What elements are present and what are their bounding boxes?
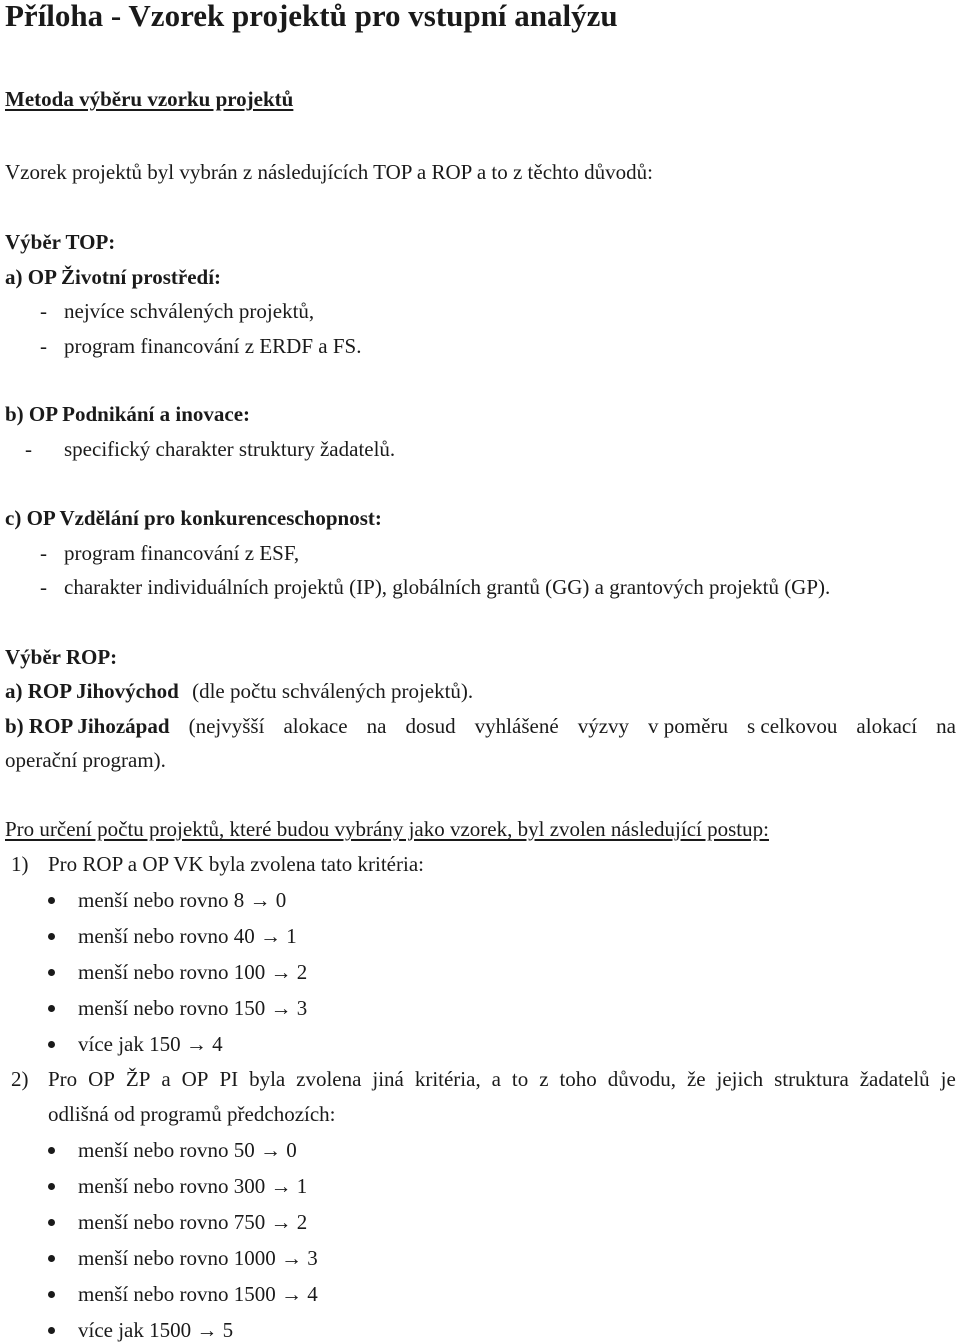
list-item-text: program financování z ESF, xyxy=(64,541,300,565)
bullet-icon xyxy=(48,1005,55,1012)
word: alokace xyxy=(283,714,348,738)
word: OP xyxy=(181,1067,209,1091)
word: alokací xyxy=(856,714,918,738)
rop-a-text: (dle počtu schválených projektů). xyxy=(192,679,474,703)
list-item-text: menší nebo rovno 150 → 3 xyxy=(78,996,308,1020)
list-item-text: nejvíce schválených projektů, xyxy=(64,299,315,323)
rop-a-label: a) ROP Jihovýchod xyxy=(5,679,179,703)
bullet-icon xyxy=(48,1327,55,1334)
word: kritéria, xyxy=(414,1067,481,1091)
word: to xyxy=(511,1067,529,1091)
word: v poměru xyxy=(648,714,728,738)
list-item-text: menší nebo rovno 1500 → 4 xyxy=(78,1282,318,1306)
dash-marker: - xyxy=(40,299,47,323)
word: na xyxy=(936,714,956,738)
list-item-text: charakter individuálních projektů (IP), globálních grantů (GG) a grantových projektů (GP). xyxy=(64,575,831,599)
word: zvolena xyxy=(296,1067,362,1091)
list-item-text: více jak 1500 → 5 xyxy=(78,1318,234,1342)
bullet-icon xyxy=(48,933,55,940)
list-item-text: program financování z ERDF a FS. xyxy=(64,334,362,358)
top-b-label: b) OP Podnikání a inovace: xyxy=(5,402,251,426)
word: že xyxy=(686,1067,706,1091)
word: OP xyxy=(88,1067,115,1091)
bullet-icon xyxy=(48,1291,55,1298)
bullet-icon xyxy=(48,1255,55,1262)
dash-marker: - xyxy=(25,437,32,461)
word: z xyxy=(539,1067,549,1091)
bullet-icon xyxy=(48,969,55,976)
intro-text: Vzorek projektů byl vybrán z následujících TOP a ROP a to z těchto důvodů: xyxy=(5,160,653,184)
word: a xyxy=(491,1067,501,1091)
word: dosud xyxy=(405,714,456,738)
word: jejich xyxy=(716,1067,764,1091)
bullet-icon xyxy=(48,1041,55,1048)
rop-a xyxy=(5,681,473,702)
word: žadatelů xyxy=(859,1067,930,1091)
list-item-text: menší nebo rovno 100 → 2 xyxy=(78,960,308,984)
list-item-text: menší nebo rovno 750 → 2 xyxy=(78,1210,308,1234)
list-item-text: menší nebo rovno 50 → 0 xyxy=(78,1138,297,1162)
dash-marker: - xyxy=(40,334,47,358)
word: struktura xyxy=(774,1067,849,1091)
procedure-heading: Pro určení počtu projektů, které budou vybrány jako vzorek, byl zvolen následující postup: xyxy=(5,817,769,841)
list-number: 1) xyxy=(11,852,29,876)
word: a xyxy=(161,1067,171,1091)
list-item-text: specifický charakter struktury žadatelů. xyxy=(64,437,396,461)
list-item-text: menší nebo rovno 300 → 1 xyxy=(78,1174,308,1198)
word: vyhlášené xyxy=(474,714,559,738)
dash-marker: - xyxy=(40,541,47,565)
word: (nejvyšší xyxy=(188,714,265,738)
top-heading: Výběr TOP: xyxy=(5,230,116,254)
word: na xyxy=(366,714,387,738)
rop-b-label: b) ROP Jihozápad xyxy=(5,714,170,738)
word: byla xyxy=(249,1067,286,1091)
word: jiná xyxy=(372,1067,404,1091)
bullet-icon xyxy=(48,1183,55,1190)
list-item-text: menší nebo rovno 40 → 1 xyxy=(78,924,297,948)
top-c-label: c) OP Vzdělání pro konkurenceschopnost: xyxy=(5,506,382,530)
criteria-one-text: Pro ROP a OP VK byla zvolena tato kritéria: xyxy=(48,852,424,876)
top-a-label: a) OP Životní prostředí: xyxy=(5,265,222,289)
word: důvodu, xyxy=(607,1067,676,1091)
list-item-text: menší nebo rovno 8 → 0 xyxy=(78,888,287,912)
rop-heading: Výběr ROP: xyxy=(5,645,118,669)
word: ŽP xyxy=(125,1067,151,1091)
criteria-two-text xyxy=(48,1069,956,1090)
list-item-text: menší nebo rovno 1000 → 3 xyxy=(78,1246,318,1270)
bullet-icon xyxy=(48,1147,55,1154)
word: s celkovou xyxy=(746,714,838,738)
rop-b xyxy=(5,716,956,737)
criteria-two-continuation: odlišná od programů předchozích: xyxy=(48,1102,336,1126)
bullet-icon xyxy=(48,1219,55,1226)
rop-b-continuation: operační program). xyxy=(5,748,166,772)
method-heading: Metoda výběru vzorku projektů xyxy=(5,87,294,111)
word: je xyxy=(940,1067,956,1091)
dash-marker: - xyxy=(40,575,47,599)
page-title: Příloha - Vzorek projektů pro vstupní analýzu xyxy=(5,0,618,33)
word: PI xyxy=(219,1067,239,1091)
list-number: 2) xyxy=(11,1067,29,1091)
word: Pro xyxy=(48,1067,78,1091)
bullet-icon xyxy=(48,897,55,904)
word: výzvy xyxy=(577,714,630,738)
list-item-text: více jak 150 → 4 xyxy=(78,1032,223,1056)
word: toho xyxy=(559,1067,597,1091)
